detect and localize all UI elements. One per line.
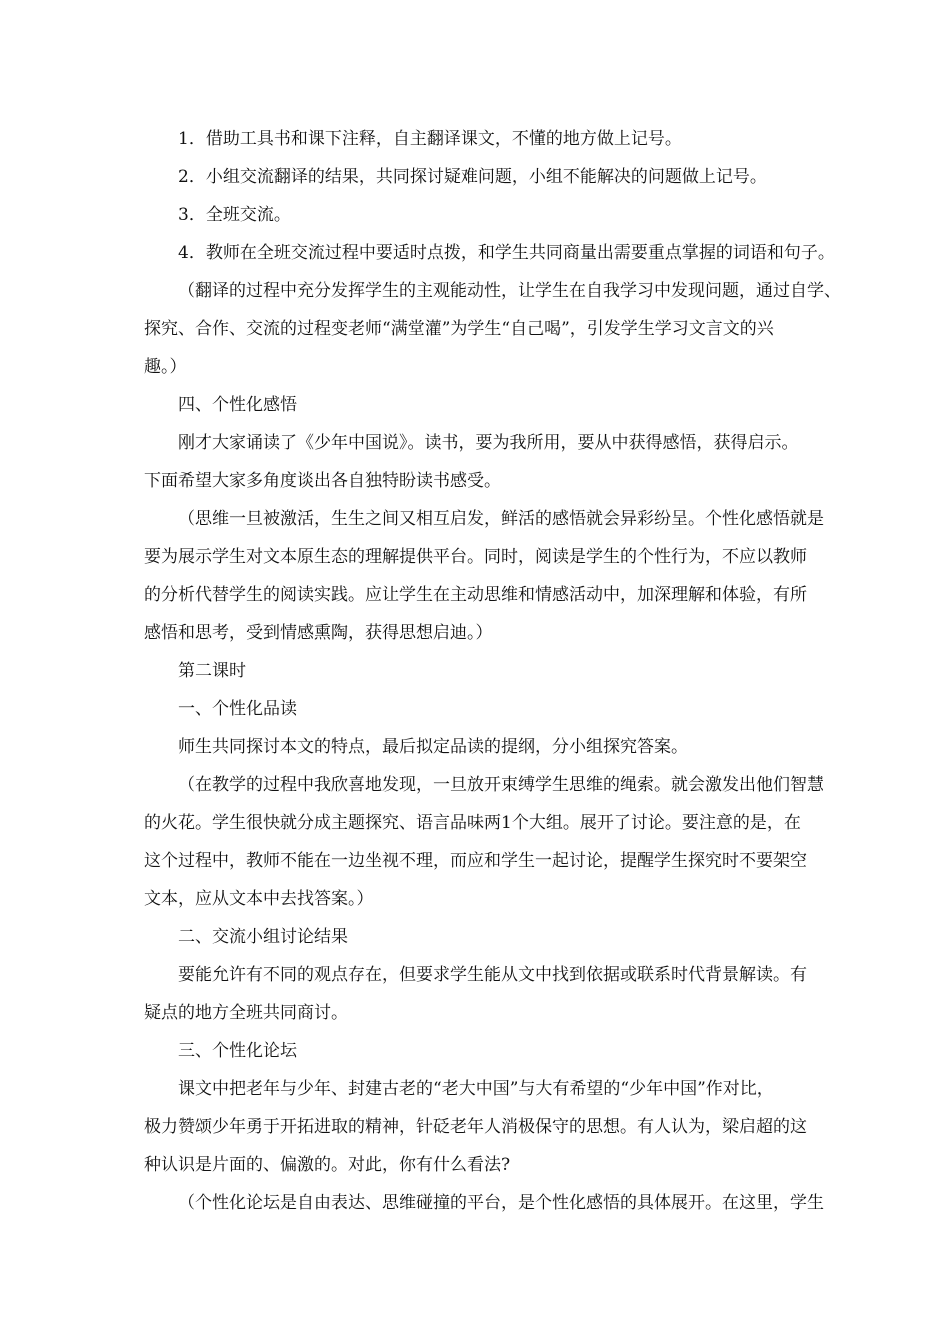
text-line: 探究、合作、交流的过程变老师“满堂灌”为学生“自己喝”，引发学生学习文言文的兴: [144, 319, 774, 339]
step-2-paragraph: 2．小组交流翻译的结果，共同探讨疑难问题，小组不能解决的问题做上记号。: [178, 167, 767, 187]
text-line: 极力赞颂少年勇于开拓进取的精神，针砭老年人消极保守的思想。有人认为，梁启超的这: [144, 1117, 807, 1137]
text-line: 下面希望大家多角度谈出各自独特盼读书感受。: [144, 471, 501, 491]
text-line: 要为展示学生对文本原生态的理解提供平台。同时，阅读是学生的个性行为，不应以教师: [144, 547, 807, 567]
section-heading: 三、个性化论坛: [178, 1041, 297, 1061]
text-line: 感悟和思考，受到情感熏陶，获得思想启迪。）: [144, 623, 493, 643]
text-line: 文本，应从文本中去找答案。）: [144, 889, 374, 909]
text-line: 的火花。学生很快就分成主题探究、语言品味两1个大组。展开了讨论。要注意的是，在: [144, 813, 801, 833]
text-line: 趣。）: [144, 357, 187, 377]
text-line: （思维一旦被激活，生生之间又相互启发，鲜活的感悟就会异彩纷呈。个性化感悟就是: [178, 509, 824, 529]
note-paragraph: [144, 500, 830, 652]
document-body: [144, 120, 841, 1222]
body-paragraph: [144, 1070, 830, 1184]
note-paragraph: [144, 1184, 830, 1222]
section-heading: 二、交流小组讨论结果: [178, 927, 348, 947]
text-line: 课文中把老年与少年、封建古老的“老大中国”与大有希望的“少年中国”作对比，: [178, 1079, 774, 1099]
text-line: 种认识是片面的、偏激的。对此，你有什么看法?: [144, 1155, 511, 1175]
step-4-paragraph: 4．教师在全班交流过程中要适时点拨，和学生共同商量出需要重点掌握的词语和句子。: [178, 243, 835, 263]
text-line: （个性化论坛是自由表达、思维碰撞的平台，是个性化感悟的具体展开。在这里，学生: [178, 1193, 824, 1213]
text-line: （在教学的过程中我欣喜地发现，一旦放开束缚学生思维的绳索。就会激发出他们智慧: [178, 775, 824, 795]
step-1-paragraph: 1．借助工具书和课下注释，自主翻译课文，不懂的地方做上记号。: [178, 129, 682, 149]
text-line: 这个过程中，教师不能在一边坐视不理，而应和学生一起讨论，提醒学生探究时不要架空: [144, 851, 807, 871]
body-paragraph: 师生共同探讨本文的特点，最后拟定品读的提纲，分小组探究答案。: [178, 737, 688, 757]
text-line: 刚才大家诵读了《少年中国说》。读书，要为我所用，要从中获得感悟，获得启示。: [178, 433, 799, 453]
text-line: （翻译的过程中充分发挥学生的主观能动性，让学生在自我学习中发现问题，通过自学、: [178, 281, 841, 301]
text-line: 要能允许有不同的观点存在，但要求学生能从文中找到依据或联系时代背景解读。有: [178, 965, 807, 985]
body-paragraph: [144, 956, 830, 1032]
text-line: 的分析代替学生的阅读实践。应让学生在主动思维和情感活动中，加深理解和体验，有所: [144, 585, 807, 605]
text-line: 疑点的地方全班共同商讨。: [144, 1003, 348, 1023]
section-heading: 四、个性化感悟: [178, 395, 297, 415]
lesson-heading: 第二课时: [178, 661, 246, 681]
step-3-paragraph: 3．全班交流。: [178, 205, 291, 225]
note-paragraph: [144, 766, 830, 918]
translation-note-paragraph: [144, 272, 841, 386]
body-paragraph: [144, 424, 830, 500]
section-heading: 一、个性化品读: [178, 699, 297, 719]
